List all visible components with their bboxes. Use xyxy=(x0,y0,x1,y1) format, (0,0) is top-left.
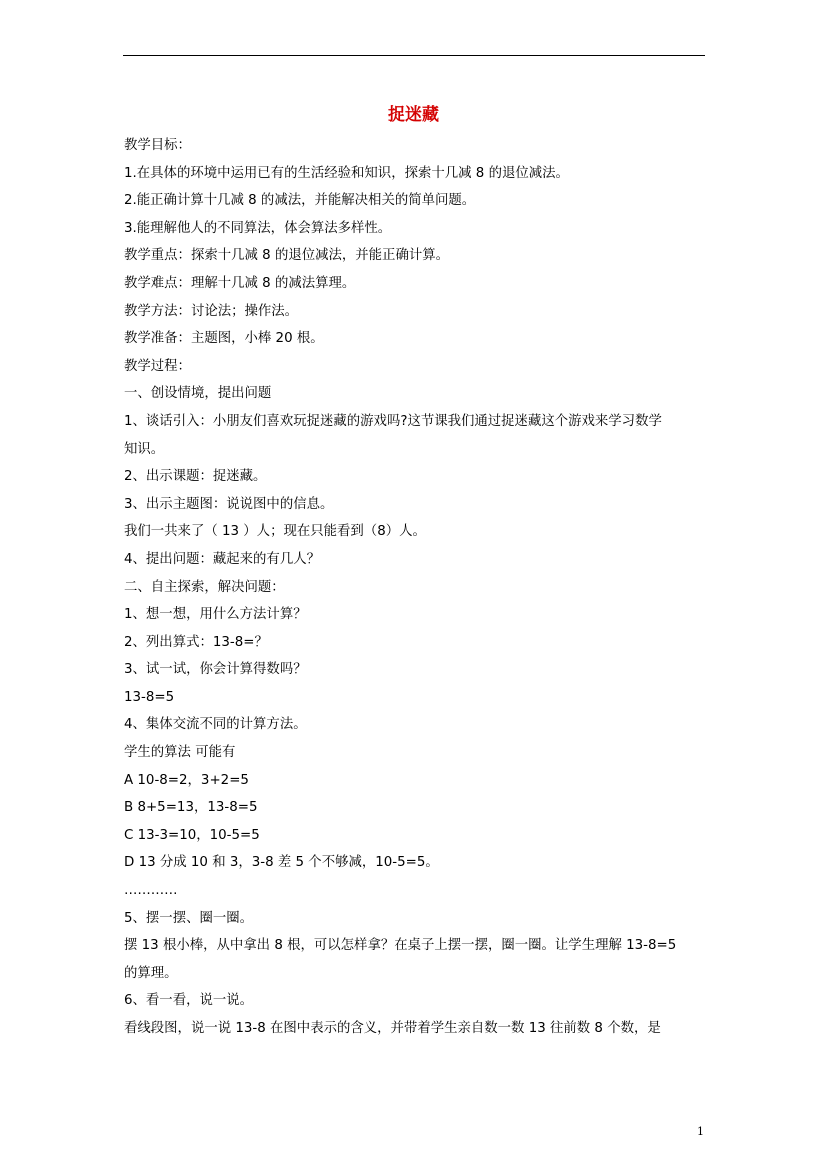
paragraph-line: 4、提出问题：藏起来的有几人？ xyxy=(124,551,320,567)
paragraph-line: 1、想一想，用什么方法计算？ xyxy=(124,607,307,623)
objective-2: 2.能正确计算十几减 8 的减法，并能解决相关的简单问题。 xyxy=(124,193,476,209)
objective-3: 3.能理解他人的不同算法，体会算法多样性。 xyxy=(124,220,392,236)
paragraph-line: 3、试一试，你会计算得数吗？ xyxy=(124,662,307,678)
paragraph-line: 看线段图，说一说 13-8 在图中表示的含义，并带着学生亲自数一数 13 往前数 8 个数，是 xyxy=(124,1021,661,1036)
paragraph-line: 4、集体交流不同的计算方法。 xyxy=(124,717,307,733)
header-rule xyxy=(123,55,705,56)
paragraph-line: 知识。 xyxy=(124,441,165,457)
page-number: 1 xyxy=(697,1125,704,1138)
paragraph-line: 5、摆一摆、圈一圈。 xyxy=(124,910,254,926)
paragraph-line: 2、列出算式：13-8=？ xyxy=(124,634,268,650)
paragraph-line: 1、谈话引入：小朋友们喜欢玩捉迷藏的游戏吗?这节课我们通过捉迷藏这个游戏来学习数学 xyxy=(124,413,662,429)
method-option: D 13 分成 10 和 3，3-8 差 5 个不够减，10-5=5。 xyxy=(124,855,439,871)
objectives-heading: 教学目标： xyxy=(124,138,191,153)
ellipsis: ………… xyxy=(124,883,178,899)
paragraph-line: 摆 13 根小棒，从中拿出 8 根，可以怎样拿？在桌子上摆一摆，圈一圈。让学生理解 13-8=5 xyxy=(124,938,677,954)
teaching-methods: 教学方法：讨论法；操作法。 xyxy=(124,303,299,319)
process-heading: 教学过程： xyxy=(124,358,191,374)
teaching-preparation: 教学准备：主题图，小棒 20 根。 xyxy=(124,331,324,347)
document-body xyxy=(124,132,708,1043)
method-option: B 8+5=13，13-8=5 xyxy=(124,800,258,816)
paragraph-line: 3、出示主题图：说说图中的信息。 xyxy=(124,496,334,512)
paragraph-line: 13-8=5 xyxy=(124,689,175,705)
method-option: C 13-3=10，10-5=5 xyxy=(124,827,260,843)
objective-1: 1.在具体的环境中运用已有的生活经验和知识，探索十几减 8 的退位减法。 xyxy=(124,165,569,181)
paragraph-line: 我们一共来了（ 13 ）人；现在只能看到（8）人。 xyxy=(124,524,426,540)
paragraph-line: 2、出示课题：捉迷藏。 xyxy=(124,469,267,485)
paragraph-line: 6、看一看，说一说。 xyxy=(124,993,254,1009)
paragraph-line: 学生的算法 可能有 xyxy=(124,745,236,761)
section-1-heading: 一、创设情境，提出问题 xyxy=(124,386,272,402)
document-title: 捉迷藏 xyxy=(388,105,439,125)
paragraph-line: 的算理。 xyxy=(124,965,178,981)
key-point: 教学重点：探索十几减 8 的退位减法，并能正确计算。 xyxy=(124,248,450,264)
section-2-heading: 二、自主探索，解决问题： xyxy=(124,579,285,595)
difficult-point: 教学难点：理解十几减 8 的减法算理。 xyxy=(124,275,356,291)
method-option: A 10-8=2，3+2=5 xyxy=(124,772,249,788)
